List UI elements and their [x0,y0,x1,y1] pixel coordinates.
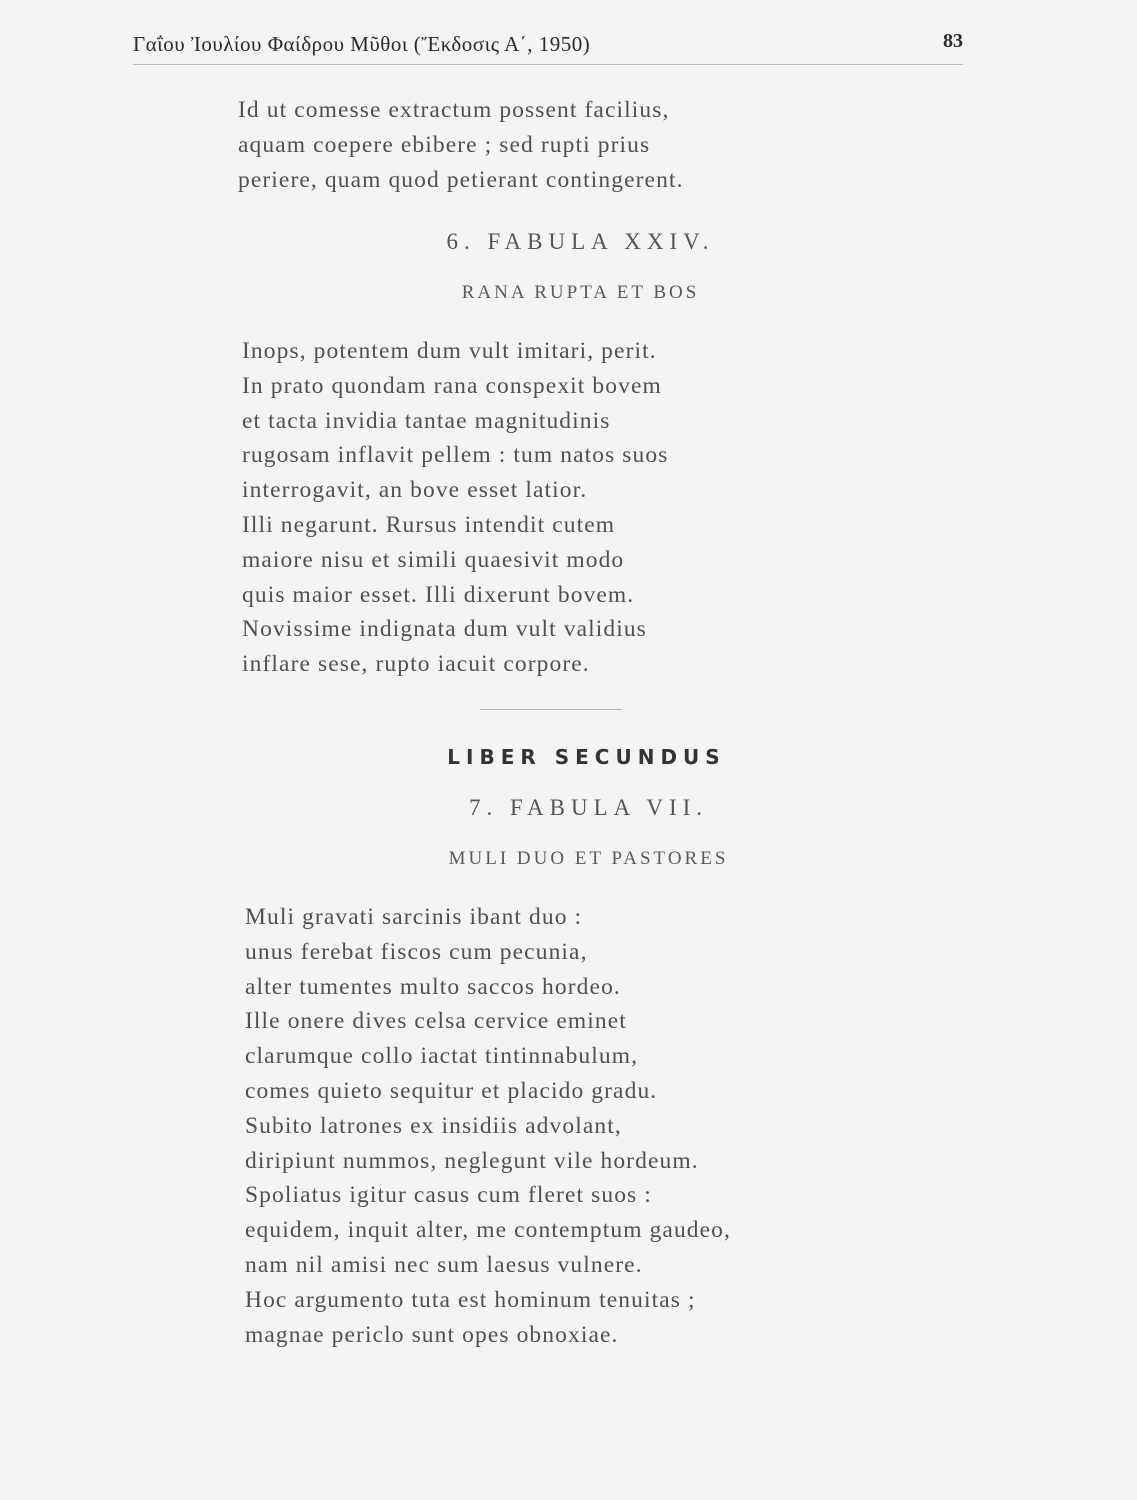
verse-line: Spoliatus igitur casus cum fleret suos : [245,1182,652,1209]
verse-line: rugosam inflavit pellem : tum natos suos [242,442,669,469]
verse-line: alter tumentes multo saccos hordeo. [245,973,621,1000]
verse-line: Id ut comesse extractum possent facilius, [238,97,670,123]
verse-line: quis maior esset. Illi dixerunt bovem. [242,581,635,608]
header-title: Γαΐου Ἰουλίου Φαίδρου Μῦθοι (Ἔκδοσις Α΄, 1950) [133,32,591,56]
fabula-7-heading: 7. FABULA VII. [468,795,709,820]
fabula-6-heading: 6. FABULA XXIV. [446,229,715,254]
verse-line: In prato quondam rana conspexit bovem [242,372,662,399]
verse-line: nam nil amisi nec sum laesus vulnere. [245,1251,643,1278]
fabula-7-subtitle: MULI DUO ET PASTORES [448,848,729,869]
verse-line: aquam coepere ebibere ; sed rupti prius [238,131,651,158]
verse-line: inflare sese, rupto iacuit corpore. [242,651,590,678]
fabula-6-verse [242,334,668,682]
verse-line: diripiunt nummos, neglegunt vile hordeum. [245,1147,699,1174]
verse-line: Subito latrones ex insidiis advolant, [245,1112,622,1139]
verse-line: Muli gravati sarcinis ibant duo : [245,904,583,930]
verse-line: et tacta invidia tantae magnitudinis [242,407,611,434]
verse-line: equidem, inquit alter, me contemptum gaudeo, [245,1217,732,1244]
book-title: LIBER SECUNDUS [447,745,726,769]
verse-line: Ille onere dives celsa cervice eminet [245,1008,627,1035]
verse-line: Novissime indignata dum vult validius [242,616,647,643]
section-divider [480,709,622,710]
verse-line: periere, quam quod petierant contingerent. [238,166,684,193]
running-header [133,30,963,65]
verse-line: Inops, potentem dum vult imitari, perit. [242,338,657,364]
fabula-7-verse [245,900,731,1352]
verse-line: Illi negarunt. Rursus intendit cutem [242,511,616,538]
intro-verse [238,93,684,197]
verse-line: comes quieto sequitur et placido gradu. [245,1077,658,1104]
verse-line: Hoc argumento tuta est hominum tenuitas ; [245,1286,696,1313]
page-number: 83 [943,30,963,52]
verse-line: interrogavit, an bove esset latior. [242,477,588,504]
fabula-6-subtitle: RANA RUPTA ET BOS [461,282,700,303]
verse-line: unus ferebat fiscos cum pecunia, [245,938,588,965]
verse-line: clarumque collo iactat tintinnabulum, [245,1043,639,1070]
verse-line: maiore nisu et simili quaesivit modo [242,546,625,573]
verse-line: magnae periclo sunt opes obnoxiae. [245,1321,619,1348]
